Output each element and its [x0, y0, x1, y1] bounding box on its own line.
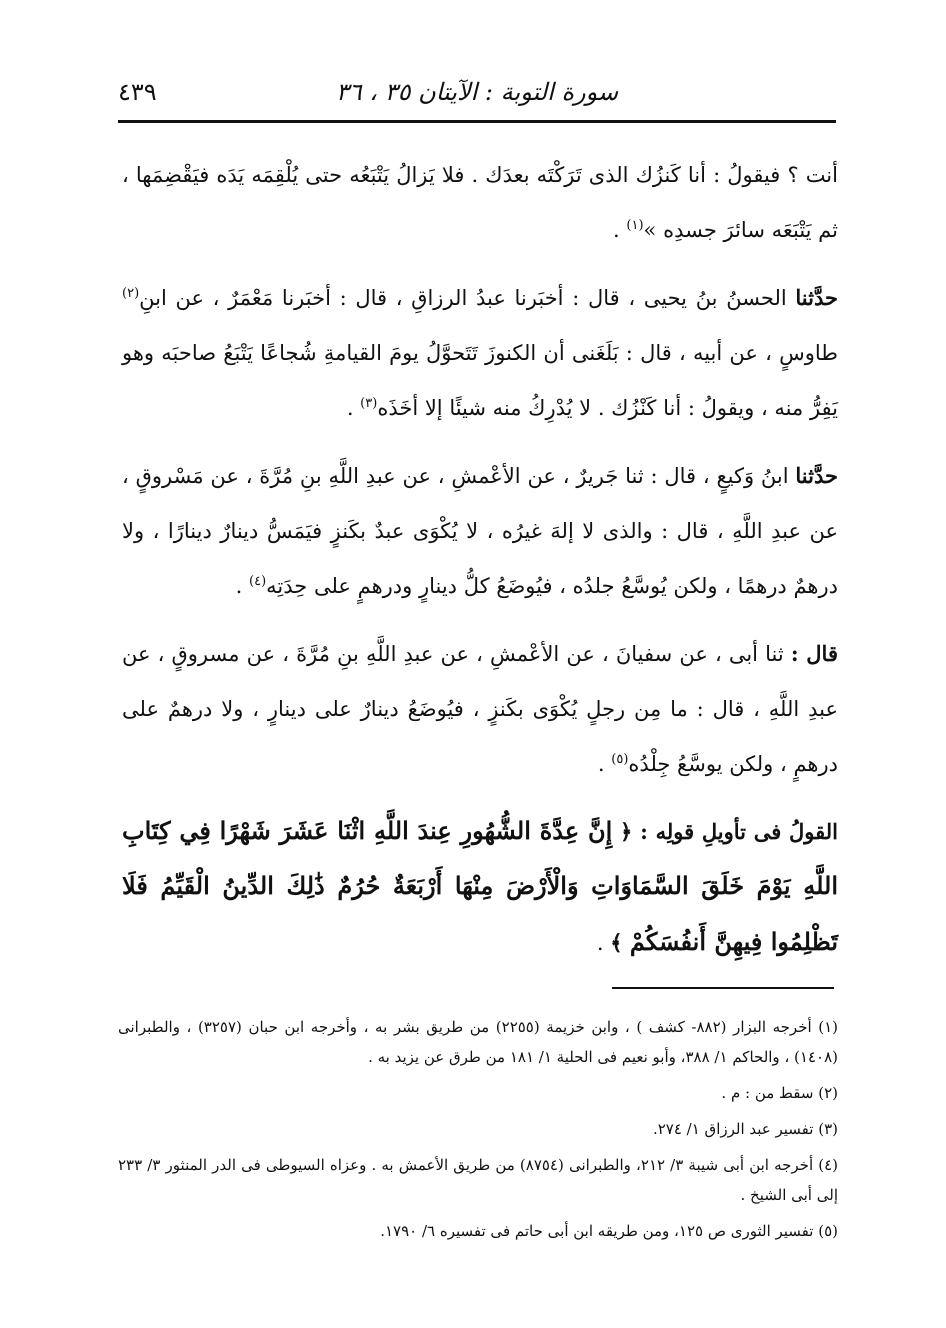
verse-close-bracket: ﴾ — [610, 930, 630, 955]
tafsir-heading: القولُ فى تأويلِ قولِه : — [640, 819, 838, 844]
main-text — [122, 148, 838, 983]
paragraph-text: ابنُ وَكيعٍ ، قال : ثنا جَريرٌ ، عن الأعْمشِ ، عن عبدِ اللَّهِ بنِ مُرَّةَ ، عن مَسْروقٍ ، عن عبدِ اللَّهِ ، قال : والذى لا إلهَ غيرُه ، لا يُكْوَى عبدٌ بكَنزٍ فيَمَسُّ دينارٌ دينارًا ، ولا درهمٌ درهمًا ، ولكن يُوسَّعُ جلدُه ، فيُوضَعُ كلُّ دينارٍ ودرهمٍ على حِدَتِه — [122, 464, 838, 598]
hadith-lead: حدَّثنا — [795, 463, 838, 488]
footnote-ref-3[interactable]: (٣) — [360, 396, 378, 411]
paragraph-3 — [122, 448, 838, 614]
paragraph-end: . — [613, 218, 627, 242]
paragraph-2 — [122, 270, 838, 436]
paragraph-end: . — [346, 396, 361, 420]
paragraph-end: . — [235, 574, 250, 598]
footnote-ref-4[interactable]: (٤) — [249, 574, 267, 589]
page-number: ٤٣٩ — [118, 78, 157, 106]
footnote-ref-2[interactable]: (٢) — [122, 286, 140, 301]
footnotes — [118, 1012, 838, 1252]
paragraph-text: الحسنُ بنُ يحيى ، قال : أخبَرنا عبدُ الرزاقِ ، قال : أخبَرنا مَعْمَرٌ ، عن ابنِ — [139, 286, 796, 310]
footnote-5: (٥) تفسير الثورى ص ١٢٥، ومن طريقه ابن أبى حاتم فى تفسيره ٦/ ١٧٩٠. — [380, 1222, 838, 1240]
paragraph-5 — [122, 804, 838, 971]
footnote-1: (١) أخرجه البزار (٨٨٢- كشف ) ، وابن خزيمة (٢٢٥٥) من طريق بشر به ، وأخرجه ابن حبان (٣٢٥٧) ، والطبرانى (١٤٠٨) ، والحاكم ١/ ٣٨٨، وأبو نعيم فى الحلية ١/ ١٨١ من طرق عن يزيد به . — [118, 1018, 838, 1066]
paragraph-text: أنت ؟ فيقولُ : أنا كَنزُك الذى تَرَكْتَه بعدَك . فلا يَزالُ يَتْبَعُه حتى يُلْقِمَه يَدَه فيَقْضِمَها ، ثم يَتْبَعَه سائرَ جسدِه » — [122, 163, 838, 242]
footnote-2: (٢) سقط من : م . — [721, 1084, 838, 1102]
paragraph-text-continued: طاوسٍ ، عن أبيه ، قال : بَلَغَنى أن الكنوزَ تَتَحوَّلُ يومَ القيامةِ شُجاعًا يَتْبَعُ صاحبَه وهو يَفِرُّ منه ، ويقولُ : أنا كَنْزُك . لا يُدْرِكُ منه شيئًا إلا أخَذَه — [122, 341, 838, 420]
header-rule — [118, 120, 836, 123]
footnote-ref-1[interactable]: (١) — [626, 218, 644, 233]
quran-verse: إِنَّ عِدَّةَ الشُّهُورِ عِندَ اللَّهِ اثْنَا عَشَرَ شَهْرًا فِي كِتَابِ اللَّهِ يَوْمَ خَلَقَ السَّمَاوَاتِ وَالْأَرْضَ مِنْهَا أَرْبَعَةٌ حُرُمٌ ذَٰلِكَ الدِّينُ الْقَيِّمُ فَلَا تَظْلِمُوا فِيهِنَّ أَنفُسَكُمْ — [122, 816, 838, 956]
paragraph-end: . — [596, 931, 611, 955]
running-title: سورة التوبة : الآيتان ٣٥ ، ٣٦ — [335, 78, 619, 106]
paragraph-1 — [122, 148, 838, 258]
footnote-ref-5[interactable]: (٥) — [611, 752, 629, 767]
paragraph-text: ثنا أبى ، عن سفيانَ ، عن الأعْمشِ ، عن عبدِ اللَّهِ بنِ مُرَّةَ ، عن مسروقٍ ، عن عبدِ اللَّهِ ، قال : ما مِن رجلٍ يُكْوَى بكَنزٍ ، فيُوضَعُ دينارٌ على دينارٍ ، ولا درهمٌ على درهمٍ ، ولكن يوسَّعُ جِلْدُه — [122, 642, 838, 776]
paragraph-4 — [122, 626, 838, 792]
verse-open-bracket: ﴿ — [612, 819, 641, 844]
paragraph-end: . — [597, 752, 612, 776]
hadith-lead: قال : — [790, 641, 838, 666]
page-header — [118, 78, 836, 122]
footnote-3: (٣) تفسير عبد الرزاق ١/ ٢٧٤. — [652, 1120, 838, 1138]
hadith-lead: حدَّثنا — [795, 285, 838, 310]
footnote-4: (٤) أخرجه ابن أبى شيبة ٣/ ٢١٢، والطبرانى (٨٧٥٤) من طريق الأعمش به . وعزاه السيوطى فى الدر المنثور ٣/ ٢٣٣ إلى أبى الشيخ . — [118, 1156, 839, 1204]
footnote-separator — [612, 987, 834, 989]
